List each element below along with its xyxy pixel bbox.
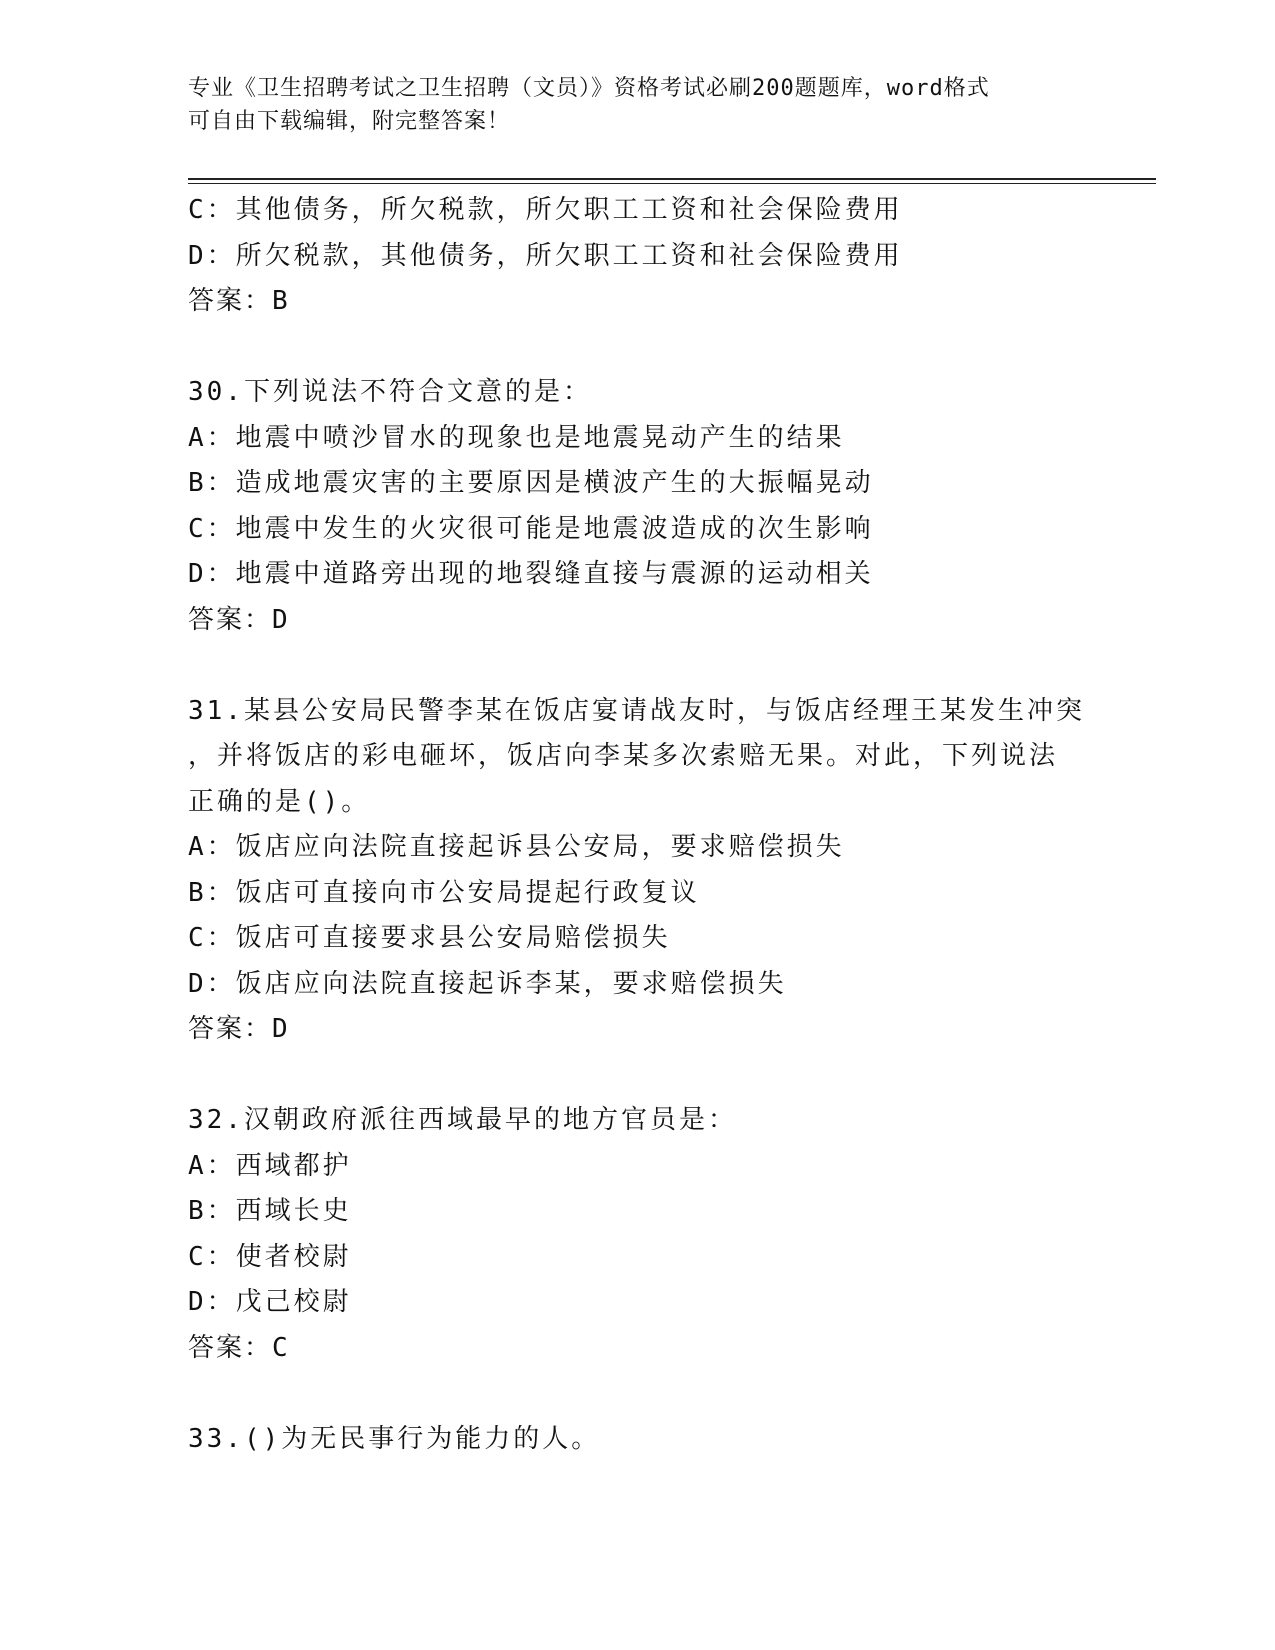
question-block [188,1098,1088,1371]
header-rule-thick [188,178,1156,180]
spacer [188,1371,1088,1417]
question-content [188,188,1088,1462]
question-block [188,689,1088,1053]
option-line: D：戊己校尉 [188,1287,352,1317]
option-line: B：造成地震灾害的主要原因是横波产生的大振幅晃动 [188,468,874,498]
question-text: 31.某县公安局民警李某在饭店宴请战友时，与饭店经理王某发生冲突 [188,695,1085,726]
option-line: A：地震中喷沙冒水的现象也是地震晃动产生的结果 [188,422,845,453]
question-text: 正确的是()。 [188,786,371,817]
spacer [188,1053,1088,1099]
question-block [188,188,1088,325]
option-line: A：饭店应向法院直接起诉县公安局，要求赔偿损失 [188,832,845,862]
document-header [188,72,1088,138]
spacer [188,643,1088,689]
header-rule-thin [188,183,1156,184]
question-text: 30.下列说法不符合文意的是： [188,377,592,407]
answer-line: 答案：D [188,1014,290,1044]
option-line: C：其他债务，所欠税款，所欠职工工资和社会保险费用 [188,195,903,225]
question-text: 33.()为无民事行为能力的人。 [188,1423,601,1454]
option-line: B：饭店可直接向市公安局提起行政复议 [188,877,700,908]
question-block [188,1417,1088,1463]
question-text: 32.汉朝政府派往西域最早的地方官员是： [188,1105,737,1135]
option-line: D：所欠税款，其他债务，所欠职工工资和社会保险费用 [188,240,903,271]
answer-line: 答案：B [188,286,290,316]
answer-line: 答案：D [188,604,290,635]
option-line: C：使者校尉 [188,1241,352,1272]
option-line: A：西域都护 [188,1150,352,1181]
spacer [188,325,1088,371]
option-line: C：饭店可直接要求县公安局赔偿损失 [188,923,671,953]
option-line: D：饭店应向法院直接起诉李某，要求赔偿损失 [188,968,787,999]
header-line-2: 可自由下载编辑，附完整答案！ [188,109,511,134]
option-line: D：地震中道路旁出现的地裂缝直接与震源的运动相关 [188,559,874,589]
answer-line: 答案：C [188,1332,290,1363]
question-block [188,370,1088,643]
option-line: C：地震中发生的火灾很可能是地震波造成的次生影响 [188,513,874,544]
option-line: B：西域长史 [188,1196,352,1226]
header-line-1: 专业《卫生招聘考试之卫生招聘（文员）》资格考试必刷200题题库，word格式 [188,76,990,101]
question-text: ，并将饭店的彩电砸坏，饭店向李某多次索赔无果。对此，下列说法 [188,741,1059,771]
